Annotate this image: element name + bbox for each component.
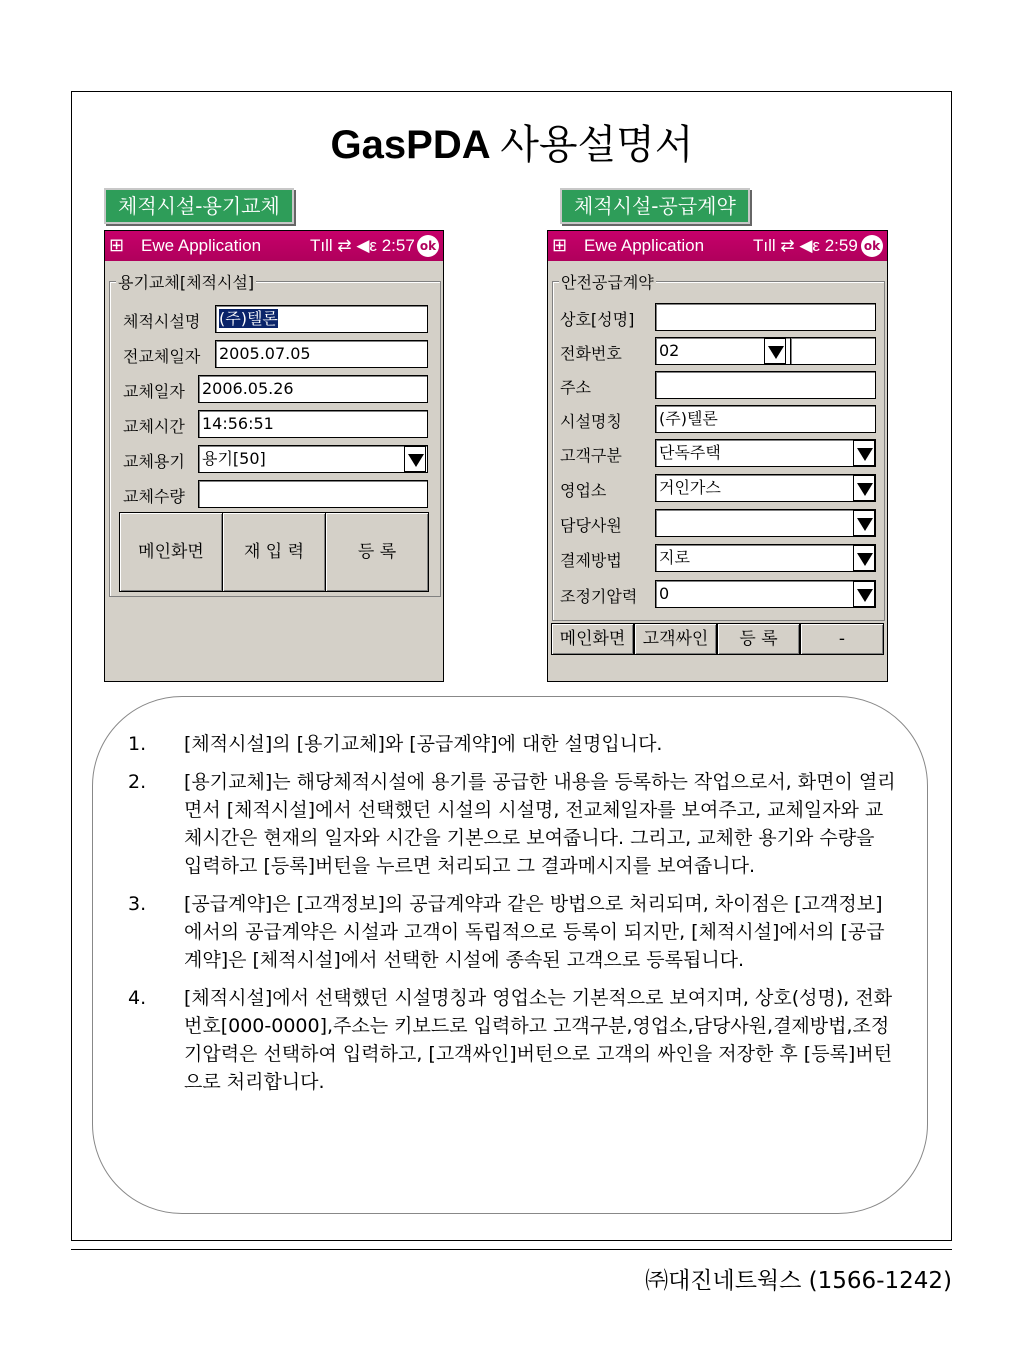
row-label: 체적시설명 <box>123 312 201 331</box>
customer-sign-button[interactable]: 고객싸인 <box>634 623 717 655</box>
status-icons: Tıll ⇄ ◀ε 2:57 <box>310 236 415 255</box>
area-code-select[interactable]: 02 <box>655 337 791 365</box>
item-number: 1. <box>128 733 147 755</box>
company-name-field[interactable] <box>655 303 876 331</box>
customer-type-select[interactable]: 단독주택 <box>655 439 876 467</box>
item-number: 3. <box>128 893 147 915</box>
replace-time-field[interactable]: 14:56:51 <box>198 410 428 438</box>
item-number: 2. <box>128 771 147 793</box>
windows-start-icon[interactable]: ⊞ <box>552 235 568 256</box>
prev-date-field[interactable]: 2005.07.05 <box>215 340 428 368</box>
facility-name-field[interactable] <box>215 305 428 333</box>
left-titlebar <box>105 231 443 261</box>
pressure-select[interactable]: 0 <box>655 580 876 608</box>
company-footer: ㈜대진네트웍스 (1566-1242) <box>645 1268 952 1294</box>
payment-select[interactable]: 지로 <box>655 544 876 572</box>
row-label: 교체수량 <box>123 487 185 506</box>
row-label: 영업소 <box>560 481 607 500</box>
left-pda-screen <box>104 230 444 682</box>
reenter-button[interactable]: 재 입 력 <box>222 512 326 592</box>
replace-date-field[interactable]: 2006.05.26 <box>198 375 428 403</box>
left-section-label: 체적시설-용기교체 <box>104 188 294 224</box>
extra-button[interactable]: - <box>800 623 884 655</box>
group-title: 안전공급계약 <box>559 270 656 293</box>
row-label: 결제방법 <box>560 551 622 570</box>
dropdown-arrow-icon[interactable] <box>853 440 875 466</box>
item-text: [공급계약]은 [고객정보]의 공급계약과 같은 방법으로 처리되며, 차이점은 [고객정보]에서의 공급계약은 시설과 고객이 독립적으로 등록이 되지만, [체적시설]에서의 [공급계약]은 [체적시설]에서 선택한 시설에 종속된 고객으로 등록됩니다. <box>184 893 885 971</box>
facility-name-field[interactable]: (주)텔론 <box>655 405 876 433</box>
row-label: 조정기압력 <box>560 587 638 606</box>
row-label: 교체일자 <box>123 382 185 401</box>
row-label: 전화번호 <box>560 344 622 363</box>
right-titlebar <box>548 231 887 261</box>
row-label: 교체시간 <box>123 417 185 436</box>
windows-start-icon[interactable]: ⊞ <box>109 235 125 256</box>
container-select[interactable]: 용기[50] <box>198 445 428 473</box>
row-label: 전교체일자 <box>123 347 201 366</box>
app-title: Ewe Application <box>584 236 705 255</box>
status-icons: Tıll ⇄ ◀ε 2:59 <box>753 236 858 255</box>
dropdown-arrow-icon[interactable] <box>853 581 875 607</box>
dropdown-arrow-icon[interactable] <box>853 475 875 501</box>
list-item <box>128 730 898 758</box>
dropdown-arrow-icon[interactable] <box>764 338 786 364</box>
title-korean: 사용설명서 <box>500 122 694 168</box>
item-number: 4. <box>128 987 147 1009</box>
branch-select[interactable]: 거인가스 <box>655 474 876 502</box>
main-screen-button[interactable]: 메인화면 <box>119 512 223 592</box>
phone-number-field[interactable] <box>790 337 876 365</box>
item-text: [용기교체]는 해당체적시설에 용기를 공급한 내용을 등록하는 작업으로서, 화면이 열리면서 [체적시설]에서 선택했던 시설의 시설명, 전교체일자를 보여주고, 교체일자와 교체시간은 현재의 일자와 시간을 기본으로 보여줍니다. 그리고, 교체한 용기와 수량을 입력하고 [등록]버턴을 누르면 처리되고 그 결과메시지를 보여줍니다. <box>184 771 896 877</box>
main-screen-button[interactable]: 메인화면 <box>551 623 634 655</box>
quantity-field[interactable] <box>198 480 428 508</box>
list-item <box>128 984 898 1096</box>
dropdown-arrow-icon[interactable] <box>853 545 875 571</box>
app-title: Ewe Application <box>141 236 262 255</box>
register-button[interactable]: 등 록 <box>325 512 429 592</box>
staff-select[interactable] <box>655 509 876 537</box>
dropdown-arrow-icon[interactable] <box>404 446 426 472</box>
field-value: (주)텔론 <box>219 309 278 328</box>
row-label: 시설명칭 <box>560 412 622 431</box>
row-label: 상호[성명] <box>560 310 635 329</box>
page-title <box>0 113 1024 170</box>
item-text: [체적시설]의 [용기교체]와 [공급계약]에 대한 설명입니다. <box>184 733 663 755</box>
title-latin: GasPDA <box>330 123 490 167</box>
row-label: 담당사원 <box>560 516 622 535</box>
register-button[interactable]: 등 록 <box>717 623 800 655</box>
item-text: [체적시설]에서 선택했던 시설명칭과 영업소는 기본적으로 보여지며, 상호(성명), 전화번호[000-0000],주소는 키보드로 입력하고 고객구분,영업소,담당사원,결제방법,조정기압력은 선택하여 입력하고, [고객싸인]버턴으로 고객의 싸인을 저장한 후 [등록]버턴으로 처리합니다. <box>184 987 893 1093</box>
right-pda-screen <box>547 230 888 682</box>
row-label: 교체용기 <box>123 452 185 471</box>
description-list <box>128 730 898 1106</box>
list-item <box>128 890 898 974</box>
list-item <box>128 768 898 880</box>
ok-button[interactable]: ok <box>861 235 883 257</box>
row-label: 주소 <box>560 378 591 397</box>
row-label: 고객구분 <box>560 446 622 465</box>
dropdown-arrow-icon[interactable] <box>853 510 875 536</box>
group-title: 용기교체[체적시설] <box>116 270 256 293</box>
footer-divider <box>71 1249 952 1250</box>
right-section-label: 체적시설-공급계약 <box>560 188 750 224</box>
ok-button[interactable]: ok <box>417 235 439 257</box>
address-field[interactable] <box>655 371 876 399</box>
